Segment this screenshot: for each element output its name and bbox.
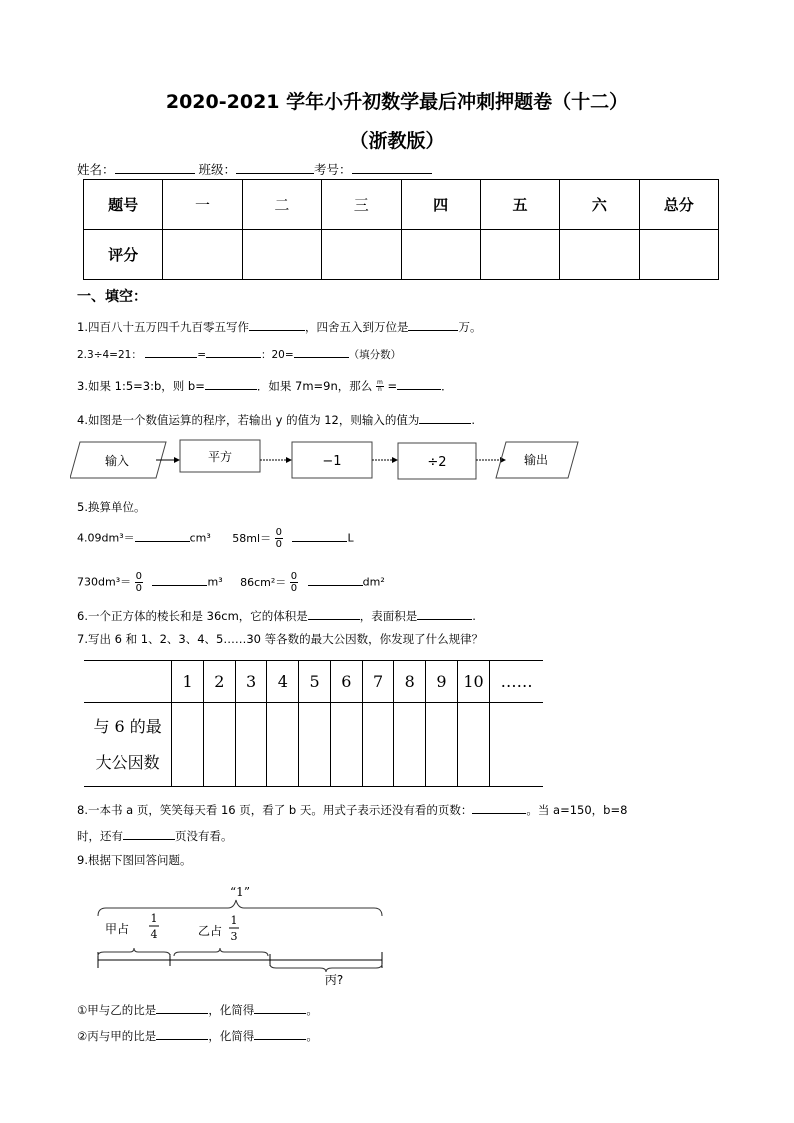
score-input-cell[interactable] [322, 230, 401, 280]
frac-num: 0 [290, 571, 298, 582]
flow-output-label: 输出 [523, 453, 549, 467]
q9-sub1-b: ，化简得 [208, 1003, 255, 1017]
q5-fraction-1 [275, 527, 283, 550]
score-input-cell[interactable] [480, 230, 559, 280]
q6-text-b: ，表面积是 [359, 609, 418, 623]
question-4 [77, 411, 475, 428]
gcd-input-cell[interactable] [394, 703, 426, 787]
whole-brace [98, 900, 382, 916]
flow-square-label: 平方 [207, 450, 233, 464]
q9-sub-1 [77, 1001, 318, 1018]
q7-title: 7.写出 6 和 1、2、3、4、5……30 等各数的最大公因数，你发现了什么规律？ [77, 632, 484, 646]
flow-minus-label: −1 [322, 454, 342, 469]
score-cell: 六 [560, 180, 639, 230]
gcd-input-cell[interactable] [426, 703, 458, 787]
q3-text-a: 3.如果 1:5=3:b，则 b= [77, 379, 205, 393]
q5-a1: 4.09dm³＝ [77, 531, 135, 545]
number-blank[interactable] [352, 161, 432, 174]
gcd-corner-cell [84, 661, 172, 703]
flow-divide-label: ÷2 [427, 455, 447, 470]
gcd-header-cell: …… [490, 661, 543, 703]
q9-blank-2[interactable] [254, 1001, 306, 1014]
jia-label: 甲占 [105, 922, 130, 936]
q6-text-c: . [472, 609, 476, 623]
score-cell: 五 [480, 180, 559, 230]
gcd-header-cell: 9 [426, 661, 458, 703]
q3-text-b: ．如果 7m=9n，那么 [256, 379, 373, 393]
jia-frac-den: 4 [150, 928, 158, 941]
gcd-input-cell[interactable] [362, 703, 394, 787]
q5-a2: cm³ [189, 531, 211, 545]
frac-den: 0 [290, 583, 298, 594]
score-input-cell[interactable] [639, 230, 718, 280]
q3-fraction [376, 380, 384, 393]
q5-blank-3[interactable] [152, 573, 207, 586]
name-blank[interactable] [115, 161, 195, 174]
frac-num: 0 [135, 571, 142, 582]
frac-den: 0 [135, 583, 142, 594]
score-cell: 题号 [84, 180, 163, 230]
q5-b4: dm² [362, 575, 385, 589]
q4-end: . [471, 413, 476, 427]
number-label: 考号： [314, 162, 352, 177]
flow-diagram [70, 436, 590, 486]
q9-blank-4[interactable] [254, 1027, 306, 1040]
question-8-line-1 [77, 801, 627, 818]
question-6 [77, 607, 476, 624]
class-blank[interactable] [236, 161, 314, 174]
q9-sub2-c: 。 [306, 1029, 318, 1043]
gcd-input-cell[interactable] [172, 703, 204, 787]
arrow-icon [392, 457, 398, 463]
q5-line-1 [77, 527, 354, 550]
q2-text-b: = [197, 349, 206, 361]
q5-title: 5.换算单位。 [77, 500, 146, 514]
score-value-row [84, 230, 719, 280]
gcd-input-cell[interactable] [330, 703, 362, 787]
q5-a3: 58ml＝ [232, 531, 272, 545]
gcd-row-label-2: 大公因数 [95, 752, 160, 772]
q8-blank-1[interactable] [472, 801, 526, 814]
page-subtitle: （浙教版） [349, 130, 445, 152]
arrow-icon [174, 457, 180, 463]
q3-blank-2[interactable] [397, 377, 441, 390]
q5-blank-2[interactable] [292, 529, 347, 542]
gcd-header-cell: 4 [267, 661, 299, 703]
gcd-input-cell[interactable] [299, 703, 331, 787]
yi-label: 乙占 [198, 924, 223, 938]
q9-sub2-b: ，化简得 [208, 1029, 255, 1043]
gcd-row-label [84, 703, 172, 787]
q2-text-a: 2.3÷4=21： [77, 349, 142, 361]
q6-blank-1[interactable] [308, 607, 360, 620]
gcd-value-row [84, 703, 543, 787]
q6-text-a: 6.一个正方体的棱长和是 36cm，它的体积是 [77, 609, 308, 623]
q5-unit-l: L [347, 531, 354, 545]
question-8-line-2 [77, 827, 233, 844]
q2-blank-1[interactable] [145, 345, 197, 358]
page-title: 2020-2021 学年小升初数学最后冲刺押题卷（十二） [165, 91, 629, 113]
gcd-header-cell: 8 [394, 661, 426, 703]
q8-text-b: 。当 a=150，b=8 [526, 803, 628, 817]
q2-blank-2[interactable] [206, 345, 261, 358]
question-3 [77, 377, 453, 394]
q9-sub-2 [77, 1027, 318, 1044]
gcd-row-label-1: 与 6 的最 [93, 716, 162, 736]
q9-blank-1[interactable] [156, 1001, 208, 1014]
gcd-input-cell[interactable] [204, 703, 236, 787]
question-1 [77, 318, 481, 335]
score-input-cell[interactable] [401, 230, 480, 280]
arrow-icon [286, 457, 292, 463]
gcd-header-cell: 2 [204, 661, 236, 703]
flow-input-label: 输入 [104, 454, 130, 468]
q8-text-a: 8.一本书 a 页，笑笑每天看 16 页，看了 b 天。用式子表示还没有看的页数： [77, 803, 473, 817]
q3-text-c: = [387, 379, 398, 393]
q5-blank-1[interactable] [135, 529, 190, 542]
q5-line-2 [77, 571, 385, 594]
gcd-header-cell: 1 [172, 661, 204, 703]
student-info-line [77, 160, 432, 178]
jia-frac-num: 1 [150, 912, 158, 925]
question-2 [77, 345, 401, 362]
q4-text: 4.如图是一个数值运算的程序，若输出 y 的值为 12，则输入的值为 [77, 413, 420, 427]
score-cell: 总分 [639, 180, 718, 230]
q1-blank-2[interactable] [408, 318, 458, 331]
bing-label: 丙? [324, 973, 344, 987]
whole-label: “1” [230, 885, 250, 899]
gcd-header-cell: 10 [457, 661, 489, 703]
yi-frac-num: 1 [230, 914, 238, 927]
score-input-cell[interactable] [163, 230, 242, 280]
q5-fraction-2 [135, 571, 143, 594]
q2-blank-3[interactable] [294, 345, 349, 358]
gcd-header-row [84, 661, 543, 703]
gcd-input-cell[interactable] [235, 703, 267, 787]
q9-blank-3[interactable] [156, 1027, 208, 1040]
score-row-label: 评分 [84, 230, 163, 280]
q1-text-b: ，四舍五入到万位是 [304, 320, 409, 334]
frac-num: 0 [275, 527, 282, 538]
bing-brace [270, 964, 382, 972]
q3-frac-num: m [376, 379, 383, 386]
yi-brace [174, 948, 268, 956]
q9-sub2-a: ②丙与甲的比是 [77, 1029, 157, 1043]
gcd-header-cell: 5 [299, 661, 331, 703]
q8-blank-2[interactable] [123, 827, 175, 840]
name-label: 姓名： [77, 162, 115, 177]
q8-text-c: 时，还有 [77, 829, 123, 843]
q5-fraction-3 [290, 571, 298, 594]
score-cell: 四 [401, 180, 480, 230]
jia-brace [98, 948, 170, 956]
gcd-header-cell: 6 [330, 661, 362, 703]
q2-text-c: ：20= [261, 349, 294, 361]
score-header-row [84, 180, 719, 230]
class-label: 班级： [198, 162, 237, 177]
q1-text-c: 万。 [458, 320, 482, 334]
yi-frac-den: 3 [230, 930, 238, 943]
q4-blank[interactable] [419, 411, 471, 424]
q5-blank-4[interactable] [308, 573, 363, 586]
score-cell: 二 [242, 180, 321, 230]
score-table [83, 179, 719, 280]
section-title: 一、填空： [77, 289, 147, 305]
score-cell: 一 [163, 180, 242, 230]
gcd-header-cell: 7 [362, 661, 394, 703]
score-cell: 三 [322, 180, 401, 230]
score-input-cell[interactable] [242, 230, 321, 280]
q5-b3: 86cm²＝ [240, 575, 287, 589]
q5-b2: m³ [207, 575, 223, 589]
q1-text-a: 1.四百八十五万四千九百零五写作 [77, 320, 249, 334]
q3-frac-den: n [377, 386, 382, 393]
q3-blank-1[interactable] [205, 377, 257, 390]
frac-den: 0 [275, 539, 282, 550]
gcd-table [84, 660, 543, 787]
q9-title: 9.根据下图回答问题。 [77, 853, 192, 867]
q1-blank-1[interactable] [249, 318, 305, 331]
segment-diagram [90, 880, 400, 990]
q3-text-d: ． [441, 379, 453, 393]
q8-text-d: 页没有看。 [175, 829, 233, 843]
gcd-input-cell[interactable] [457, 703, 489, 787]
gcd-header-cell: 3 [235, 661, 267, 703]
q9-sub1-a: ①甲与乙的比是 [77, 1003, 157, 1017]
q9-sub1-c: 。 [306, 1003, 318, 1017]
gcd-input-cell[interactable] [490, 703, 543, 787]
q6-blank-2[interactable] [417, 607, 472, 620]
q2-text-d: （填分数） [348, 349, 402, 361]
q5-b1: 730dm³＝ [77, 575, 132, 589]
gcd-input-cell[interactable] [267, 703, 299, 787]
score-input-cell[interactable] [560, 230, 639, 280]
